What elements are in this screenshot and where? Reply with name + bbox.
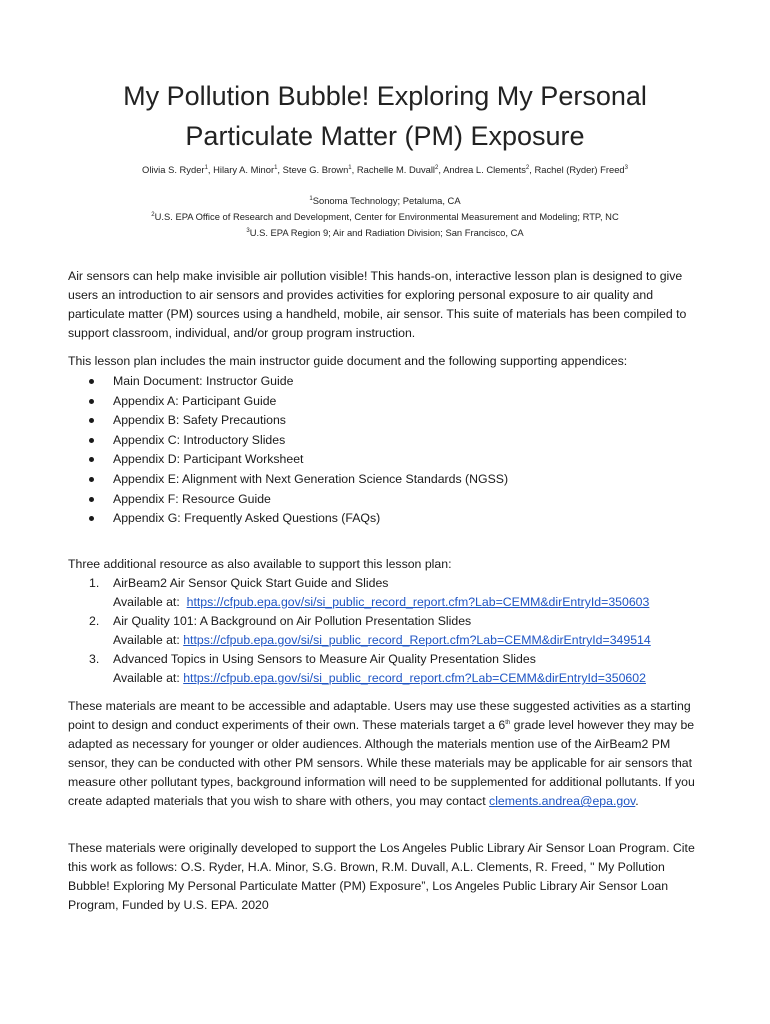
- resource-link[interactable]: https://cfpub.epa.gov/si/si_public_record_report.cfm?Lab=CEMM&dirEntryId=350602: [183, 671, 646, 685]
- resource-item: 1. AirBeam2 Air Sensor Quick Start Guide and Slides Available at: https://cfpub.epa.gov/si/si_public_record_report.cfm?Lab=CEMM&dirEntryId=350603: [68, 574, 651, 612]
- bullet-icon: [89, 457, 94, 462]
- bullet-icon: [89, 418, 94, 423]
- resource-link[interactable]: https://cfpub.epa.gov/si/si_public_record_report.cfm?Lab=CEMM&dirEntryId=350603: [186, 595, 650, 609]
- resource-item: 3. Advanced Topics in Using Sensors to Measure Air Quality Presentation Slides Available at: https://cfpub.epa.gov/si/si_public_record_report.cfm?Lab=CEMM&dirEntryId=350602: [68, 650, 651, 688]
- affiliation-3: $^3$U.S. EPA Region 9; Air and Radiation Division; San Francisco, CA: [246, 227, 524, 238]
- author: Olivia S. Ryder$^1$,: [142, 164, 214, 175]
- intro-paragraph: Air sensors can help make invisible air pollution visible! This hands-on, interactive lesson plan is designed to give users an introduction to air sensors and provides activities for exploring personal exposure to air quality and particulate matter (PM) sources using a handheld, mobile, air sensor. This suite of materials has been compiled to support classroom, individual, and/or group program instruction.: [68, 269, 687, 340]
- resource-availability: Available at: https://cfpub.epa.gov/si/si_public_record_Report.cfm?Lab=CEMM&dirEntryId=349514: [113, 633, 651, 647]
- additional-intro: Three additional resource as also available to support this lesson plan:: [68, 557, 452, 571]
- list-item: Appendix G: Frequently Asked Questions (FAQs): [68, 509, 508, 529]
- accessibility-paragraph: These materials are meant to be accessible and adaptable. Users may use these suggested activities as a starting point to design and conduct experiments of their own. These materials target a 6th grade level however they may be adapted as necessary for younger or older audiences. Although the materials mention use of the AirBeam2 PM sensor, they can be conducted with other PM sensors. While these materials may be applicable for air sensors that measure other pollutant types, background information will need to be supplemented for additional pollutants. If you create adapted materials that you wish to share with others, you may contact clements.andrea@epa.gov.: [68, 699, 695, 808]
- origin-paragraph: These materials were originally developed to support the Los Angeles Public Library Air Sensor Loan Program. Cite this work as follows: O.S. Ryder, H.A. Minor, S.G. Brown, R.M. Duvall, A.L. Clements, R. Freed, " My Pollution Bubble! Exploring My Personal Particulate Matter (PM) Exposure”, Los Angeles Public Library Air Sensor Loan Program, Funded by U.S. EPA. 2020: [68, 841, 695, 912]
- bullet-icon: [89, 379, 94, 384]
- appendix-list: [68, 372, 508, 529]
- bullet-icon: [89, 516, 94, 521]
- email-link[interactable]: clements.andrea@epa.gov: [489, 794, 636, 808]
- title-line-1: My Pollution Bubble! Exploring My Personal: [123, 81, 647, 111]
- affiliation-1: $^1$Sonoma Technology; Petaluma, CA: [309, 195, 461, 206]
- list-item: Main Document: Instructor Guide: [68, 372, 508, 392]
- author-list: [40, 163, 730, 176]
- author: Hilary A. Minor$^1$,: [213, 164, 283, 175]
- resource-availability: Available at: https://cfpub.epa.gov/si/si_public_record_report.cfm?Lab=CEMM&dirEntryId=350603: [113, 595, 650, 609]
- list-item: Appendix C: Introductory Slides: [68, 431, 508, 451]
- author: Rachel (Ryder) Freed$^3$: [534, 164, 628, 175]
- author: Andrea L. Clements$^2$,: [443, 164, 535, 175]
- affiliation-2: $^2$U.S. EPA Office of Research and Development, Center for Environmental Measurement and Modeling; RTP, NC: [151, 211, 619, 222]
- resource-title: AirBeam2 Air Sensor Quick Start Guide and Slides: [113, 576, 389, 590]
- bullet-icon: [89, 477, 94, 482]
- resource-title: Advanced Topics in Using Sensors to Measure Air Quality Presentation Slides: [113, 652, 536, 666]
- includes-intro: This lesson plan includes the main instructor guide document and the following supporting appendices:: [68, 354, 628, 368]
- list-item: Appendix E: Alignment with Next Generation Science Standards (NGSS): [68, 470, 508, 490]
- author: Rachelle M. Duvall$^2$,: [356, 164, 444, 175]
- bullet-icon: [89, 399, 94, 404]
- resource-list: [68, 574, 651, 688]
- list-item: Appendix B: Safety Precautions: [68, 411, 508, 431]
- document-title: [60, 76, 710, 156]
- list-item: Appendix F: Resource Guide: [68, 490, 508, 510]
- resource-availability: Available at: https://cfpub.epa.gov/si/si_public_record_report.cfm?Lab=CEMM&dirEntryId=350602: [113, 671, 646, 685]
- bullet-icon: [89, 438, 94, 443]
- title-line-2: Particulate Matter (PM) Exposure: [185, 121, 585, 151]
- resource-title: Air Quality 101: A Background on Air Pollution Presentation Slides: [113, 614, 472, 628]
- resource-link[interactable]: https://cfpub.epa.gov/si/si_public_record_Report.cfm?Lab=CEMM&dirEntryId=349514: [183, 633, 651, 647]
- list-item: Appendix D: Participant Worksheet: [68, 450, 508, 470]
- bullet-icon: [89, 497, 94, 502]
- author: Steve G. Brown$^1$,: [282, 164, 357, 175]
- resource-item: 2. Air Quality 101: A Background on Air Pollution Presentation Slides Available at: https://cfpub.epa.gov/si/si_public_record_Report.cfm?Lab=CEMM&dirEntryId=349514: [68, 612, 651, 650]
- list-item: Appendix A: Participant Guide: [68, 392, 508, 412]
